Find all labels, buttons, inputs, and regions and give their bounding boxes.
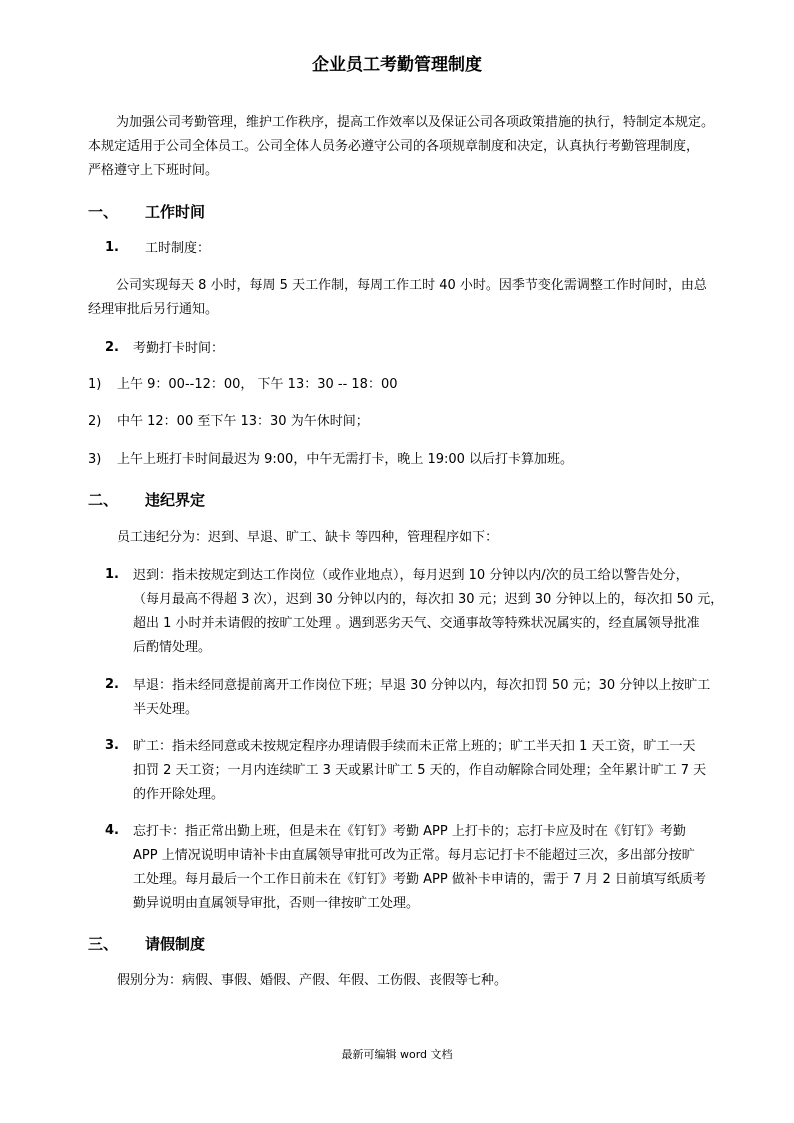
violation-1-line-1: 迟到：指未按规定到达工作岗位（或作业地点），每月迟到 10 分钟以内/次的员工给以警告处分， (133, 568, 689, 583)
violation-1-line-4: 后酌情处理。 (133, 640, 212, 655)
violation-2-line-2: 半天处理。 (133, 702, 199, 717)
work-hours-line-1: 公司实现每天 8 小时，每周 5 天工作制，每周工作工时 40 小时。因季节变化需调整工作时间时，由总 (116, 278, 707, 293)
violation-4-line-4: 勤异说明由直属领导审批，否则一律按旷工处理。 (133, 896, 420, 911)
section-2-heading: 违纪界定 (145, 491, 206, 509)
violation-3-line-1: 旷工：指未经同意或未按规定程序办理请假手续而未正常上班的；旷工半天扣 1 天工资，旷工一天 (133, 739, 696, 754)
violation-4-number: 4. (105, 823, 119, 838)
document-title: 企业员工考勤管理制度 (312, 55, 482, 75)
time-subitem-3-text: 上午上班打卡时间最迟为 9:00，中午无需打卡，晚上 19:00 以后打卡算加班。 (117, 452, 574, 467)
intro-line-3: 严格遵守上下班时间。 (88, 163, 219, 178)
intro-line-2: 本规定适用于公司全体员工。公司全体人员务必遵守公司的各项规章制度和决定，认真执行考勤管理制度， (88, 139, 700, 154)
section-1-item-2-number: 2. (105, 340, 119, 355)
page-footer: 最新可编辑 word 文档 (341, 1048, 453, 1061)
violation-1-line-3: 超出 1 小时并未请假的按旷工处理 。遇到恶劣天气、交通事故等特殊状况属实的，经直属领导批准 (133, 616, 700, 631)
violation-3-line-2: 扣罚 2 天工资；一月内连续旷工 3 天或累计旷工 5 天的，作自动解除合同处理；全年累计旷工 7 天 (133, 763, 707, 778)
work-hours-line-2: 经理审批后另行通知。 (88, 302, 219, 317)
violation-2-line-1: 早退：指未经同意提前离开工作岗位下班；早退 30 分钟以内，每次扣罚 50 元；30 分钟以上按旷工 (133, 678, 711, 693)
section-3-heading: 请假制度 (145, 935, 206, 953)
section-1-heading: 工作时间 (145, 203, 206, 221)
violation-3-number: 3. (105, 738, 119, 753)
violation-1-number: 1. (105, 567, 119, 582)
violation-3-line-3: 的作开除处理。 (133, 787, 225, 802)
section-1-number: 一、 (88, 203, 119, 221)
time-subitem-3-number: 3) (88, 452, 102, 467)
time-subitem-2-text: 中午 12：00 至下午 13：30 为午休时间； (117, 414, 369, 429)
section-3-intro: 假别分为：病假、事假、婚假、产假、年假、工伤假、丧假等七种。 (117, 973, 508, 988)
time-subitem-2-number: 2) (88, 414, 102, 429)
section-1-item-1-label: 工时制度： (145, 241, 211, 256)
section-3-number: 三、 (88, 935, 119, 953)
section-2-number: 二、 (88, 491, 119, 509)
time-subitem-1-number: 1) (88, 377, 102, 392)
violation-4-line-3: 工处理。每月最后一个工作日前未在《钉钉》考勤 APP 做补卡申请的，需于 7 月 2 日前填写纸质考 (133, 872, 706, 887)
violation-2-number: 2. (105, 677, 119, 692)
section-1-item-2-label: 考勤打卡时间： (133, 341, 225, 356)
violation-4-line-2: APP 上情况说明申请补卡由直属领导审批可改为正常。每月忘记打卡不能超过三次，多出部分按旷 (133, 848, 695, 863)
section-2-intro: 员工违纪分为：迟到、早退、旷工、缺卡 等四种，管理程序如下： (117, 530, 499, 545)
time-subitem-1-text: 上午 9：00--12：00， 下午 13：30 -- 18：00 (117, 377, 398, 392)
violation-1-line-2: （每月最高不得超 3 次），迟到 30 分钟以内的，每次扣 30 元；迟到 30 分钟以上的，每次扣 50 元， (133, 592, 724, 607)
intro-line-1: 为加强公司考勤管理，维护工作秩序，提高工作效率以及保证公司各项政策措施的执行，特制定本规定。 (116, 115, 715, 130)
violation-4-line-1: 忘打卡：指正常出勤上班，但是未在《钉钉》考勤 APP 上打卡的；忘打卡应及时在《钉钉》考勤 (133, 824, 686, 839)
section-1-item-1-number: 1. (105, 240, 119, 255)
